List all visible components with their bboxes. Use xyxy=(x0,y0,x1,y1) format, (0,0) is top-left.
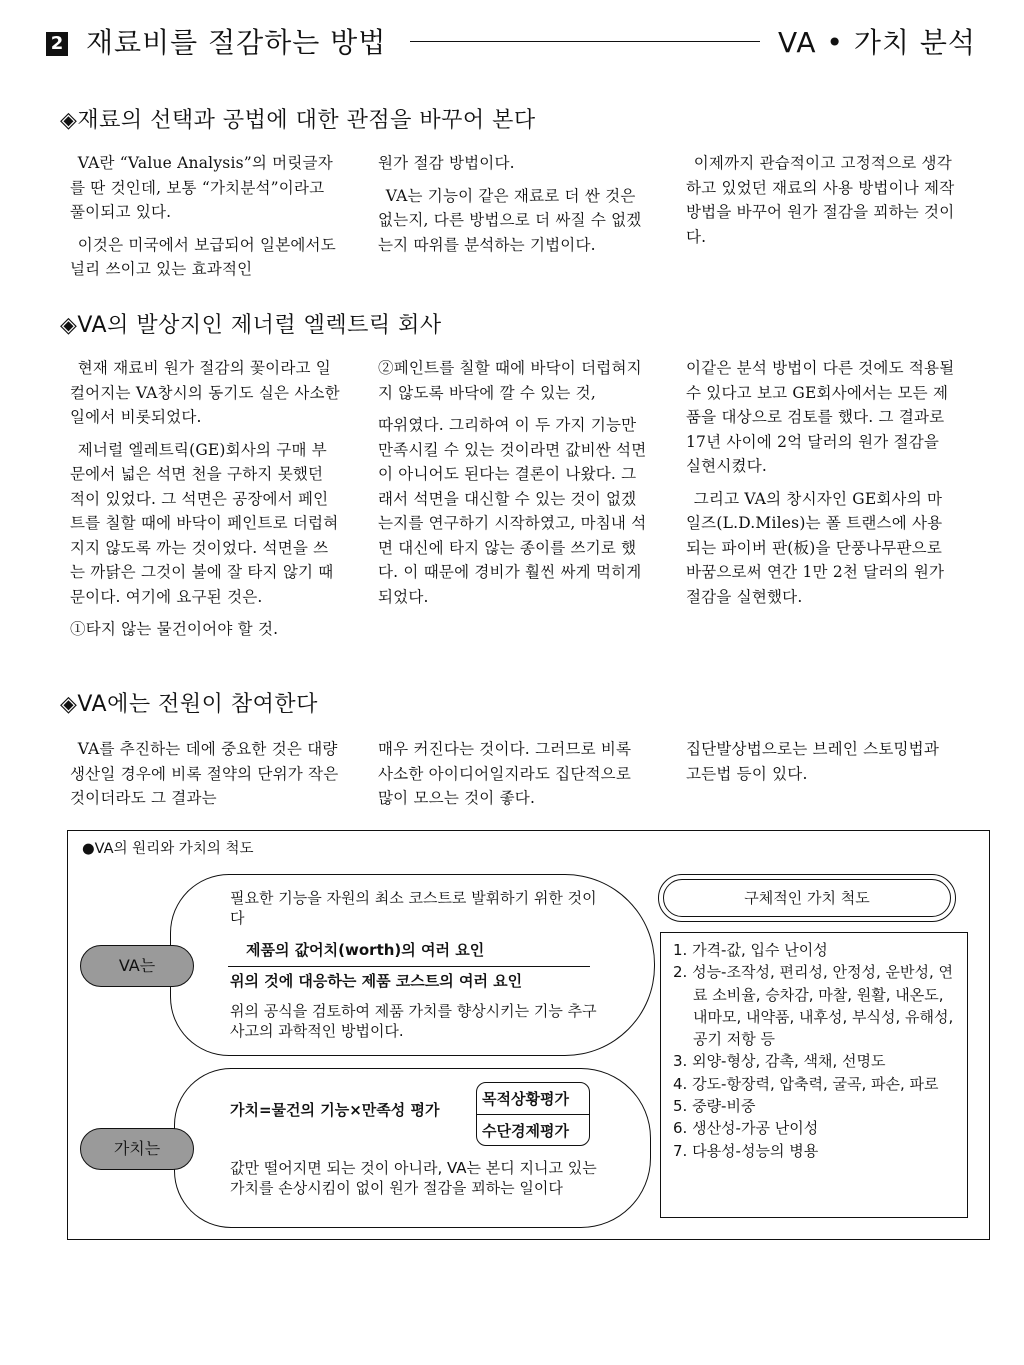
paragraph: ②페인트를 칠할 때에 바닥이 더럽혀지지 않도록 바닥에 깔 수 있는 것, xyxy=(378,359,642,402)
va-method-text: 위의 공식을 검토하여 제품 가치를 향상시키는 기능 추구 사고의 과학적인 방법이다. xyxy=(230,1002,597,1040)
header-rule xyxy=(410,41,760,42)
paragraph: ①타지 않는 물건이어야 할 것. xyxy=(70,620,279,638)
chapter-number-badge: 2 xyxy=(46,32,68,56)
section3-column-2 xyxy=(378,737,648,819)
list-item: 5. 중량-비중 xyxy=(673,1097,756,1116)
section2-column-1 xyxy=(70,356,340,650)
evaluation-purpose: 목적상황평가 xyxy=(482,1090,569,1108)
va-definition: 필요한 기능을 자원의 최소 코스트로 발휘하기 위한 것이다 xyxy=(230,889,597,927)
value-label-pill: 가치는 xyxy=(80,1128,194,1170)
paragraph: VA는 기능이 같은 재료로 더 싼 것은 없는지, 다른 방법으로 더 싸질 수 없겠는지 따위를 분석하는 기법이다. xyxy=(378,186,642,254)
list-item: 4. 강도-항장력, 압축력, 굴곡, 파손, 파로 xyxy=(673,1074,939,1093)
paragraph: VA란 “Value Analysis”의 머릿글자를 딴 것인데, 보통 “가치분석”이라고 풀이되고 있다. xyxy=(70,154,333,221)
measures-title-frame xyxy=(658,874,956,922)
va-formula-numerator: 제품의 값어치(worth)의 여러 요인 xyxy=(246,941,485,959)
paragraph: 원가 절감 방법이다. xyxy=(378,154,515,172)
section2-column-3 xyxy=(686,356,956,617)
paragraph: 이것은 미국에서 보급되어 일본에서도 널리 쓰이고 있는 효과적인 xyxy=(70,235,336,278)
list-item: 3. 외양-형상, 감촉, 색채, 선명도 xyxy=(673,1052,886,1071)
paragraph: 이제까지 관습적이고 고정적으로 생각하고 있었던 재료의 사용 방법이나 제작 방법을 바꾸어 원가 절감을 꾀하는 것이다. xyxy=(686,154,955,246)
section-heading-3: ◈VA에는 전원이 참여한다 xyxy=(60,692,318,717)
va-formula-denominator: 위의 것에 대응하는 제품 코스트의 여러 요인 xyxy=(230,972,523,990)
paragraph: 집단발상법으로는 브레인 스토밍법과 고든법 등이 있다. xyxy=(686,740,940,783)
list-item: 1. 가격-값, 입수 난이성 xyxy=(673,941,828,959)
section2-column-2 xyxy=(378,356,648,617)
list-item: 2. 성능-조작성, 편리성, 안정성, 운반성, 연료 소비율, 승차감, 마찰, 원활, 내온도,내마모, 내약품, 내후성, 부식성, 유해성, 공기 저항 등 xyxy=(673,963,954,1049)
evaluation-divider xyxy=(476,1114,590,1115)
section3-column-3 xyxy=(686,737,956,794)
paragraph: 제너럴 엘레트릭(GE)회사의 구매 부문에서 넓은 석면 천을 구하지 못했던 적이 있었다. 그 석면은 공장에서 페인트를 칠할 때에 바닥이 페인트로 더럽혀지지 않도록 까는 것이었다. 석면을 쓰는 까닭은 그것이 불에 잘 타지 않기 때문이다. 여기에 요구된 것은. xyxy=(70,440,339,606)
chapter-title: 재료비를 절감하는 방법 xyxy=(86,26,387,59)
paragraph: 현재 재료비 원가 절감의 꽃이라고 일컬어지는 VA창시의 동기도 실은 사소한 일에서 비롯되었다. xyxy=(70,359,340,426)
section3-column-1 xyxy=(70,737,340,819)
list-item: 6. 생산성-가공 난이성 xyxy=(673,1119,819,1138)
list-item: 7. 다용성-성능의 병용 xyxy=(673,1141,819,1160)
va-label-pill: VA는 xyxy=(80,945,194,987)
section1-column-3 xyxy=(686,151,956,257)
section1-column-1 xyxy=(70,151,340,290)
box-title: ●VA의 원리와 가치의 척도 xyxy=(82,841,254,857)
section1-column-2 xyxy=(378,151,648,265)
paragraph: 따위였다. 그리하여 이 두 가지 기능만 만족시킬 수 있는 것이라면 값비싼 석면이 아니어도 된다는 결론이 나왔다. 그래서 석면을 대신할 수 있는 것이 없겠는지를 연구하기 시작하였고, 마침내 석면 대신에 타지 않는 종이를 쓰기로 했다. 이 때문에 경비가 훨씬 싸게 먹히게 되었다. xyxy=(378,416,647,606)
section-heading-2: ◈VA의 발상지인 제너럴 엘렉트릭 회사 xyxy=(60,313,442,338)
paragraph: 매우 커진다는 것이다. 그러므로 비록 사소한 아이디어일지라도 집단적으로 많이 모으는 것이 좋다. xyxy=(378,740,632,807)
header-right-title: VA • 가치 분석 xyxy=(778,26,976,59)
evaluation-means: 수단경제평가 xyxy=(482,1122,569,1140)
fraction-line xyxy=(228,966,590,967)
paragraph: 그리고 VA의 창시자인 GE회사의 마일즈(L.D.Miles)는 폴 트랜스에 사용되는 파이버 판(板)을 단풍나무판으로 바꿈으로써 연간 1만 2천 달러의 원가 절감을 실현했다. xyxy=(686,489,945,606)
value-formula: 가치=물건의 기능×만족성 평가 xyxy=(230,1101,440,1119)
section-heading-1: ◈재료의 선택과 공법에 대한 관점을 바꾸어 본다 xyxy=(60,108,536,133)
paragraph: VA를 추진하는 데에 중요한 것은 대량 생산일 경우에 비록 절약의 단위가 작은 것이더라도 그 결과는 xyxy=(70,740,339,807)
measures-title: 구체적인 가치 척도 xyxy=(663,879,951,917)
paragraph: 이같은 분석 방법이 다른 것에도 적용될 수 있다고 보고 GE회사에서는 모든 제품을 대상으로 검토를 했다. 그 결과로 17년 사이에 2억 달러의 원가 절감을 실현시켰다. xyxy=(686,359,955,475)
measures-list xyxy=(660,932,968,1218)
value-note: 값만 떨어지면 되는 것이 아니라, VA는 본디 지니고 있는 가치를 손상시킴이 없이 원가 절감을 꾀하는 일이다 xyxy=(230,1159,597,1197)
